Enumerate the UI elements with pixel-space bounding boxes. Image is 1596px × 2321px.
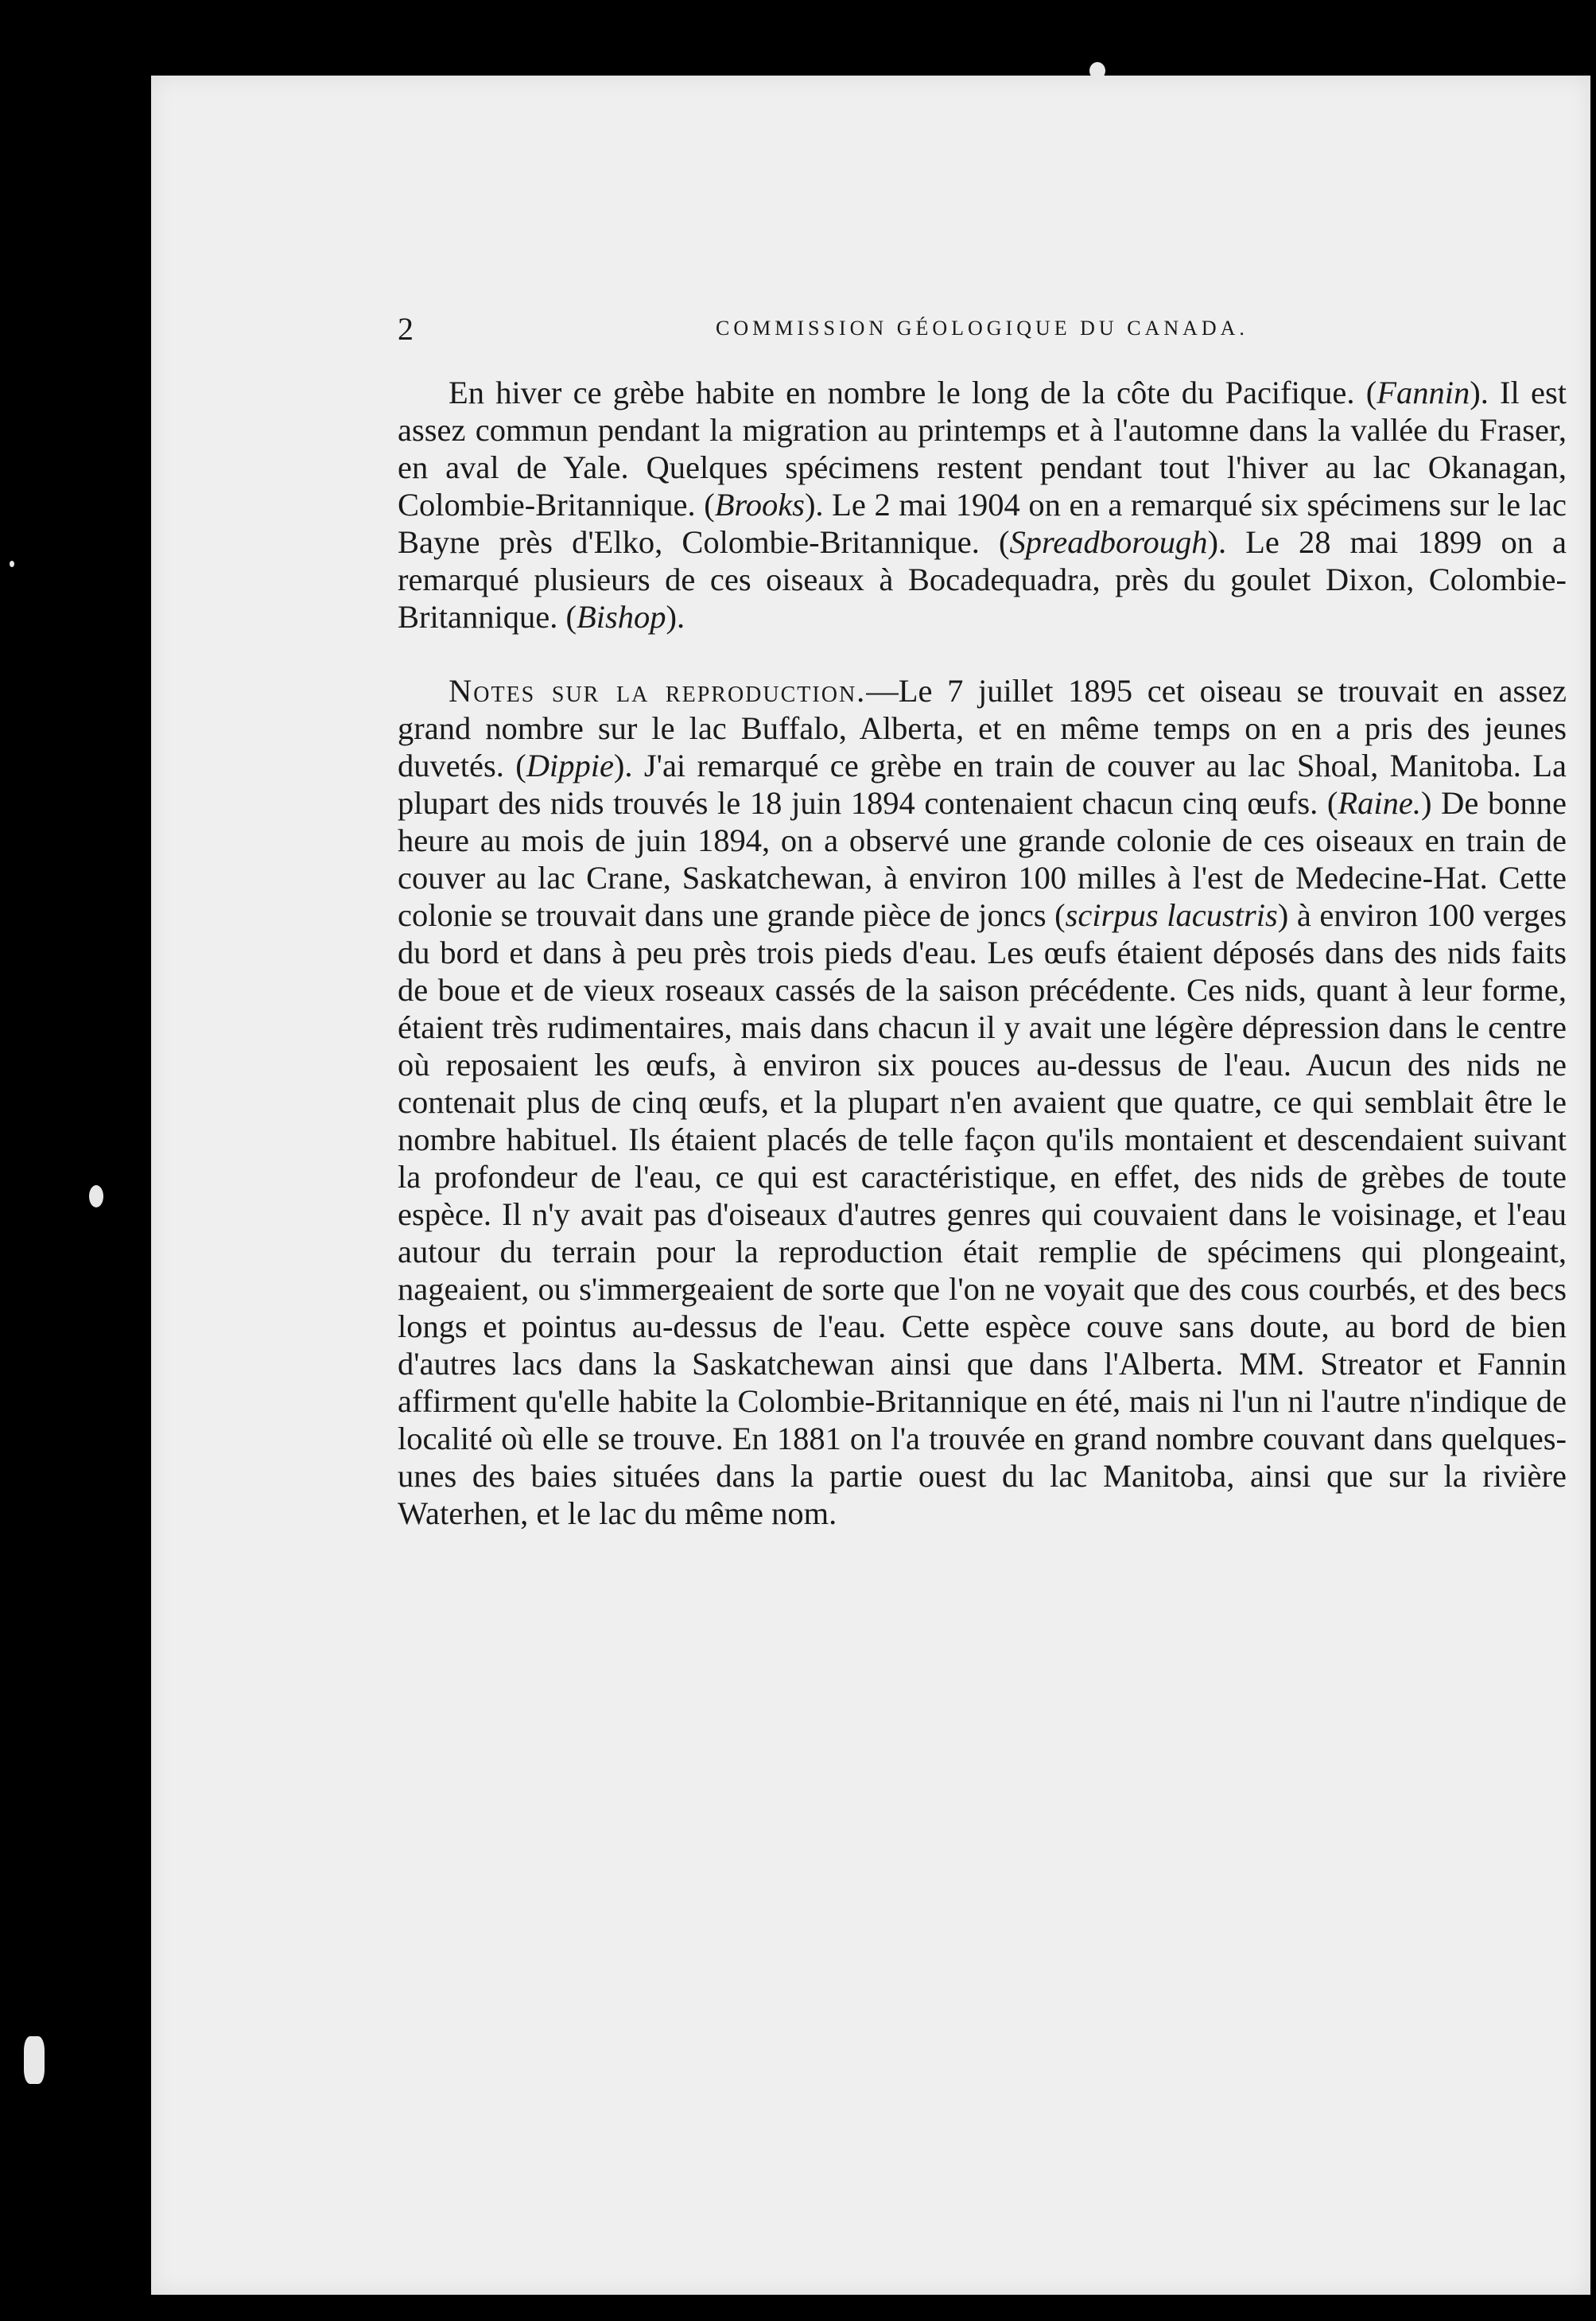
paragraph-winter-range [398, 374, 1567, 636]
scan-speck [10, 561, 14, 567]
page-number: 2 [398, 311, 414, 347]
text-run: ). Le 2 mai 1904 on en a remarqué six spécimens sur le lac Bayne près d'Elko, Colombie-Britannique. ( [398, 487, 1567, 560]
citation-raine: Raine. [1338, 785, 1421, 821]
running-title: COMMISSION GÉOLOGIQUE DU CANADA. [716, 317, 1248, 340]
text-run: ). J'ai remarqué ce grèbe en train de couver au lac Shoal, Manitoba. La plupart des nids trouvés le 18 juin 1894 contenaient chacun cinq œufs. ( [398, 748, 1567, 821]
page-content [398, 310, 1567, 1532]
text-run: ). Le 28 mai 1899 on a remarqué plusieurs de ces oiseaux à Bocadequadra, près du goulet Dixon, Colombie-Britannique. ( [398, 524, 1567, 635]
text-run: —Le 7 juillet 1895 cet oiseau se trouvait en assez grand nombre sur le lac Buffalo, Alberta, et en même temps on en a pris des jeunes duvetés. ( [398, 673, 1567, 783]
text-run: ). Il est assez commun pendant la migration au printemps et à l'automne dans la vallée du Fraser, en aval de Yale. Quelques spécimens restent pendant tout l'hiver au lac Okanagan, Colombie-Britannique. ( [398, 375, 1567, 523]
text-run: En hiver ce grèbe habite en nombre le long de la côte du Pacifique. ( [449, 375, 1377, 410]
citation-dippie: Dippie [526, 748, 614, 783]
scan-speck [24, 2036, 45, 2084]
citation-bishop: Bishop [576, 599, 666, 635]
scan-speck [89, 1185, 103, 1207]
citation-fannin: Fannin [1377, 375, 1470, 410]
document-page [151, 76, 1590, 2295]
citation-brooks: Brooks [714, 487, 805, 523]
section-heading: Notes sur la reproduction. [449, 673, 867, 709]
scan-speck [1089, 62, 1105, 80]
paragraph-reproduction-notes [398, 672, 1567, 1532]
scientific-name: scirpus lacustris [1065, 897, 1278, 933]
citation-spreadborough: Spreadborough [1009, 524, 1208, 560]
running-header [398, 310, 1567, 358]
text-run: ). [666, 599, 685, 635]
text-run: ) De bonne heure au mois de juin 1894, on a observé une grande colonie de ces oiseaux en train de couver au lac Crane, Saskatchewan, à environ 100 milles à l'est de Medecine-Hat. Cette colonie se trouvait dans une grande pièce de joncs ( [398, 785, 1567, 933]
text-run: ) à environ 100 verges du bord et dans à peu près trois pieds d'eau. Les œufs étaient déposés dans des nids faits de boue et de vieux roseaux cassés de la saison précédente. Ces nids, quant à leur forme, étaient très rudimentaires, mais dans chacun il y avait une légère dépression dans le centre où reposaient les œufs, à environ six pouces au-dessus de l'eau. Aucun des nids ne contenait plus de cinq œufs, et la plupart n'en avaient que quatre, ce qui semblait être le nombre habituel. Ils étaient placés de telle façon qu'ils montaient et descendaient suivant la profondeur de l'eau, ce qui est caractéristique, en effet, des nids de grèbes de toute espèce. Il n'y avait pas d'oiseaux d'autres genres qui couvaient dans le voisinage, et l'eau autour du terrain pour la reproduction était remplie de spécimens qui plongeaint, nageaient, ou s'immergeaient de sorte que l'on ne voyait que des cous courbés, et des becs longs et pointus au-dessus de l'eau. Cette espèce couve sans doute, au bord de bien d'autres lacs dans la Saskatchewan ainsi que dans l'Alberta. MM. Streator et Fannin affirment qu'elle habite la Colombie-Britannique en été, mais ni l'un ni l'autre n'indique de localité où elle se trouve. En 1881 on l'a trouvée en grand nombre couvant dans quelques-unes des baies situées dans la partie ouest du lac Manitoba, ainsi que sur la rivière Waterhen, et le lac du même nom. [398, 897, 1567, 1531]
